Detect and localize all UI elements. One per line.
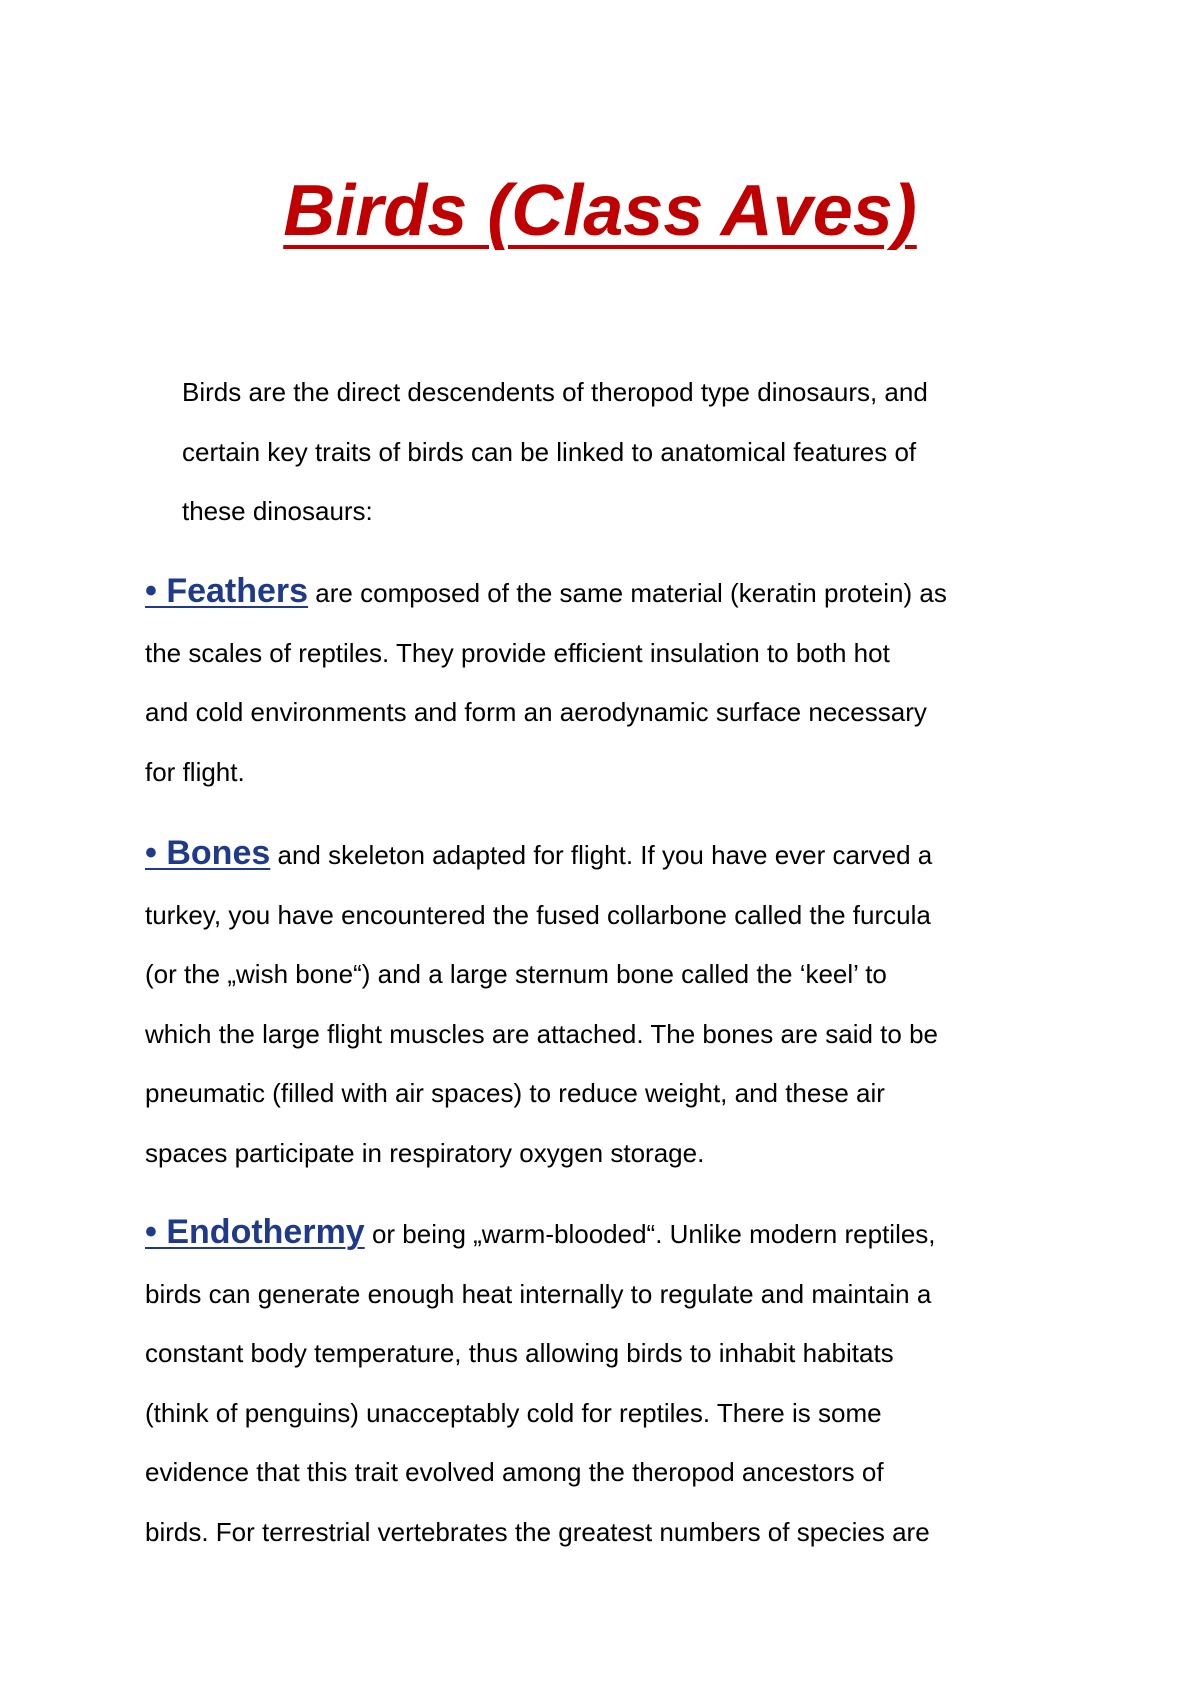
intro-line: Birds are the direct descendents of theropod type dinosaurs, and <box>182 377 928 407</box>
paragraph-line: turkey, you have encountered the fused collarbone called the furcula <box>145 899 931 930</box>
feathers-heading: • Feathers <box>145 572 309 610</box>
intro-paragraph <box>145 363 1065 542</box>
paragraph-line: constant body temperature, thus allowing birds to inhabit habitats <box>145 1338 894 1368</box>
endothermy-heading: • Endothermy <box>145 1213 365 1251</box>
paragraph-text: or being „warm-blooded“. Unlike modern reptiles, <box>364 1219 936 1249</box>
paragraph-line: spaces participate in respiratory oxygen storage. <box>145 1137 705 1168</box>
paragraph-first-line <box>145 824 1065 886</box>
intro-line: certain key traits of birds can be linked to anatomical features of <box>182 436 917 467</box>
paragraph-line: which the large flight muscles are attached. The bones are said to be <box>145 1018 938 1049</box>
paragraph-line: birds. For terrestrial vertebrates the greatest numbers of species are <box>145 1516 930 1547</box>
paragraph-line: for flight. <box>145 756 245 787</box>
page-title: Birds (Class Aves) <box>283 171 917 251</box>
paragraph-line: evidence that this trait evolved among the theropod ancestors of <box>145 1457 884 1487</box>
paragraph-first-line <box>145 1203 1065 1265</box>
intro-line: these dinosaurs: <box>182 496 373 526</box>
endothermy-paragraph <box>145 1203 1065 1562</box>
paragraph-text: and skeleton adapted for flight. If you have ever carved a <box>270 840 933 870</box>
paragraph-line: and cold environments and form an aerodynamic surface necessary <box>145 697 927 727</box>
feathers-paragraph <box>145 562 1065 802</box>
paragraph-line: the scales of reptiles. They provide efficient insulation to both hot <box>145 637 890 668</box>
paragraph-line: (think of penguins) unacceptably cold for reptiles. There is some <box>145 1397 882 1428</box>
bones-paragraph <box>145 824 1065 1183</box>
paragraph-line: pneumatic (filled with air spaces) to reduce weight, and these air <box>145 1078 885 1108</box>
paragraph-text: are composed of the same material (keratin protein) as <box>308 578 947 608</box>
paragraph-line: birds can generate enough heat internally to regulate and maintain a <box>145 1278 932 1309</box>
paragraph-line: (or the „wish bone“) and a large sternum bone called the ‘keel’ to <box>145 959 887 989</box>
paragraph-first-line <box>145 562 1065 624</box>
bones-heading: • Bones <box>145 834 271 872</box>
